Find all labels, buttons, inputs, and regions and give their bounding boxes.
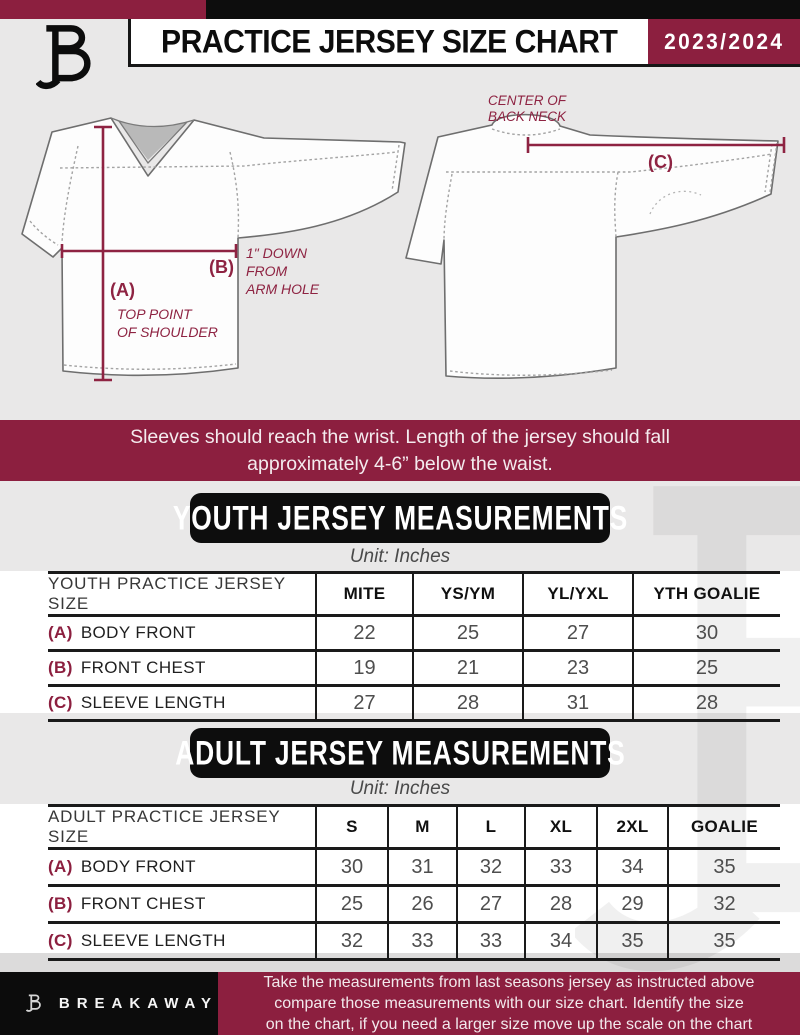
measure-key: (A) [48,857,73,876]
footer-brand-name: BREAKAWAY [58,995,218,1012]
measurement-value: 23 [523,651,633,686]
measurement-value: 19 [316,651,413,686]
label-b: (B) [209,257,234,277]
breakaway-footer-logo-icon [26,984,43,1024]
measurement-value: 29 [597,886,668,923]
measure-label: BODY FRONT [80,857,196,876]
measurement-value: 28 [633,686,780,721]
top-accent-bar-maroon [0,0,206,19]
col-header: 2XL [597,806,668,849]
measure-key: (B) [48,658,73,677]
measurement-value: 32 [316,923,388,960]
youth-size-table [48,571,780,722]
label-a: (A) [110,280,135,300]
col-header: MITE [316,573,413,616]
col-header: YS/YM [413,573,523,616]
label-b-desc-line2: FROM [246,263,288,279]
measurement-value: 30 [633,616,780,651]
col-header: XL [525,806,597,849]
footer-note-line1: Take the measurements from last seasons jersey as instructed above [263,974,755,991]
measurement-value: 25 [316,886,388,923]
table-row [48,651,780,686]
adult-table-header-row [48,806,780,849]
col-header: S [316,806,388,849]
measurement-value: 27 [316,686,413,721]
measurement-value: 21 [413,651,523,686]
measurement-value: 22 [316,616,413,651]
measurement-value: 35 [668,849,780,886]
col-header: M [388,806,457,849]
front-jersey-diagram [22,118,405,380]
measurement-value: 32 [668,886,780,923]
measure-label: BODY FRONT [80,623,196,642]
table-row [48,923,780,960]
adult-unit-label: Unit: Inches [349,778,451,799]
measure-key: (C) [48,931,73,950]
col-header: L [457,806,525,849]
notice-banner [0,420,800,481]
measurement-value: 25 [633,651,780,686]
label-a-desc-line1: TOP POINT [117,306,192,322]
col-header: YL/YXL [523,573,633,616]
label-b-desc-line1: 1" DOWN [246,245,307,261]
col-header: GOALIE [668,806,780,849]
measurement-value: 30 [316,849,388,886]
measurement-value: 27 [523,616,633,651]
table-row [48,886,780,923]
measure-key: (C) [48,693,73,712]
measurement-value: 35 [668,923,780,960]
measure-label: FRONT CHEST [80,894,206,913]
measure-label: SLEEVE LENGTH [80,931,226,950]
label-c: (C) [648,152,673,172]
label-c-desc-line2: BACK NECK [488,109,567,124]
footer-note-line2: compare those measurements with our size chart. Identify the size [274,995,744,1012]
measurement-value: 28 [413,686,523,721]
measurement-value: 33 [525,849,597,886]
measurement-value: 34 [525,923,597,960]
measurement-value: 25 [413,616,523,651]
page-title [128,19,648,67]
measurement-value: 33 [388,923,457,960]
back-jersey-diagram [406,93,784,378]
jersey-measurement-diagram [0,67,800,420]
adult-section-title-text: ADULT JERSEY MEASUREMENTS [174,733,626,772]
youth-table-header-row [48,573,780,616]
measure-key: (A) [48,623,73,642]
col-header: YTH GOALIE [633,573,780,616]
measurement-value: 27 [457,886,525,923]
measurement-value: 32 [457,849,525,886]
label-b-desc-line3: ARM HOLE [246,281,320,297]
footer-note [218,972,800,1035]
measurement-value: 31 [388,849,457,886]
footer-brand-block [0,972,218,1035]
table-row [48,686,780,721]
measurement-value: 34 [597,849,668,886]
measurement-value: 26 [388,886,457,923]
season-badge [648,19,800,67]
youth-unit-label: Unit: Inches [349,546,451,567]
measure-label: SLEEVE LENGTH [80,693,226,712]
top-accent-bar-black [206,0,800,19]
measure-label: FRONT CHEST [80,658,206,677]
label-a-desc-line2: OF SHOULDER [117,324,218,340]
measurement-value: 28 [525,886,597,923]
measurement-value: 35 [597,923,668,960]
page-title-text: PRACTICE JERSEY SIZE CHART [161,22,618,60]
measure-key: (B) [48,894,73,913]
notice-line1: Sleeves should reach the wrist. Length of the jersey should fall [130,426,670,448]
table-row [48,616,780,651]
adult-section-title [174,728,626,778]
table-row [48,849,780,886]
youth-section-title-text: YOUTH JERSEY MEASUREMENTS [172,498,628,537]
size-row-header: YOUTH PRACTICE JERSEY SIZE [48,574,286,613]
measurement-value: 33 [457,923,525,960]
notice-line2: approximately 4-6” below the waist. [247,453,553,475]
measurement-value: 31 [523,686,633,721]
label-c-desc-line1: CENTER OF [488,93,567,108]
season-text: 2023/2024 [663,28,785,54]
adult-size-table [48,804,780,961]
youth-section-title [172,493,628,543]
footer-note-line3: on the chart, if you need a larger size move up the scale on the chart [265,1016,753,1033]
size-row-header: ADULT PRACTICE JERSEY SIZE [48,807,281,846]
